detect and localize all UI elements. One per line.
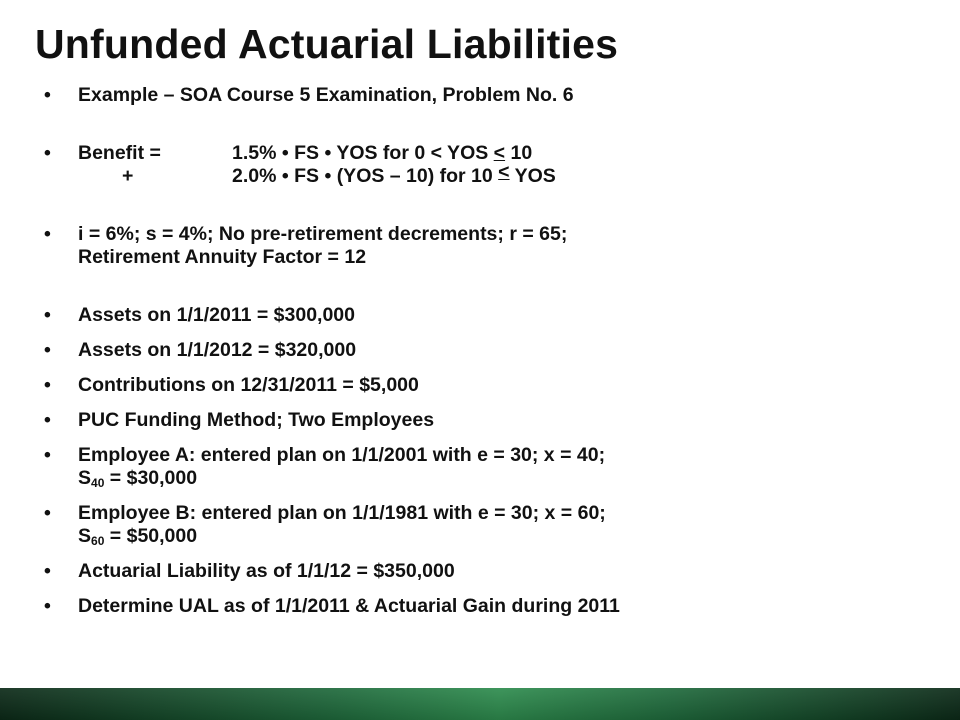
less-equal-symbol-2: < xyxy=(498,161,510,183)
benefit-line-2 xyxy=(78,161,944,188)
list-item: Contributions on 12/31/2011 = $5,000 xyxy=(78,374,419,396)
bullet-assumptions xyxy=(44,223,944,269)
bullet-employee-b xyxy=(44,502,944,548)
bullet-assets-2011 xyxy=(44,304,944,327)
benefit-formula-2 xyxy=(232,161,556,188)
benefit-formula-1-text: 1.5% • FS • YOS for 0 < YOS xyxy=(232,142,494,164)
bullet-example xyxy=(44,84,944,107)
salary-value-b: = $50,000 xyxy=(104,525,198,547)
assumptions-line-1: • i = 6%; s = 4%; No pre-retirement decrements; r = 65; xyxy=(78,223,568,245)
employee-b-line-1: • Employee B: entered plan on 1/1/1981 with e = 30; x = 60; xyxy=(78,502,606,524)
list-item: Assets on 1/1/2011 = $300,000 xyxy=(78,304,355,326)
employee-b-salary xyxy=(78,525,944,548)
benefit-line-1 xyxy=(78,142,944,165)
salary-subscript-b: 60 xyxy=(91,534,105,548)
bullet-employee-a xyxy=(44,444,944,490)
benefit-label: • Benefit = xyxy=(78,142,161,164)
benefit-formula-2-text: 2.0% • FS • (YOS – 10) for 10 xyxy=(232,165,499,187)
list-item: Assets on 1/1/2012 = $320,000 xyxy=(78,339,357,361)
benefit-formula-2-end: YOS xyxy=(509,165,556,187)
salary-symbol-a: S xyxy=(78,467,92,489)
benefit-plus: + xyxy=(122,165,134,187)
list-item: Determine UAL as of 1/1/2011 & Actuarial Gain during 2011 xyxy=(78,595,620,617)
bullet-contributions xyxy=(44,374,944,397)
salary-value-a: = $30,000 xyxy=(104,467,198,489)
benefit-formula-1 xyxy=(232,142,532,165)
bullet-assets-2012 xyxy=(44,339,944,362)
employee-a-line-1: • Employee A: entered plan on 1/1/2001 with e = 30; x = 40; xyxy=(78,444,606,466)
bullet-funding-method xyxy=(44,409,944,432)
salary-subscript-a: 40 xyxy=(91,476,105,490)
assumptions-line-2: Retirement Annuity Factor = 12 xyxy=(78,246,367,268)
bullet-actuarial-liability xyxy=(44,560,944,583)
employee-a-salary xyxy=(78,467,944,490)
salary-symbol-b: S xyxy=(78,525,92,547)
bullet-list xyxy=(44,84,944,630)
example-text: Example – SOA Course 5 Examination, Problem No. 6 xyxy=(78,84,574,106)
benefit-formula-1-end: 10 xyxy=(505,142,533,164)
bullet-determine-ual xyxy=(44,595,944,618)
bullet-benefit xyxy=(44,142,944,188)
less-equal-symbol-1: < xyxy=(493,142,506,164)
list-item: PUC Funding Method; Two Employees xyxy=(78,409,435,431)
list-item: Actuarial Liability as of 1/1/12 = $350,000 xyxy=(78,560,455,582)
slide-title: Unfunded Actuarial Liabilities xyxy=(35,21,619,67)
footer-bar xyxy=(0,688,960,720)
